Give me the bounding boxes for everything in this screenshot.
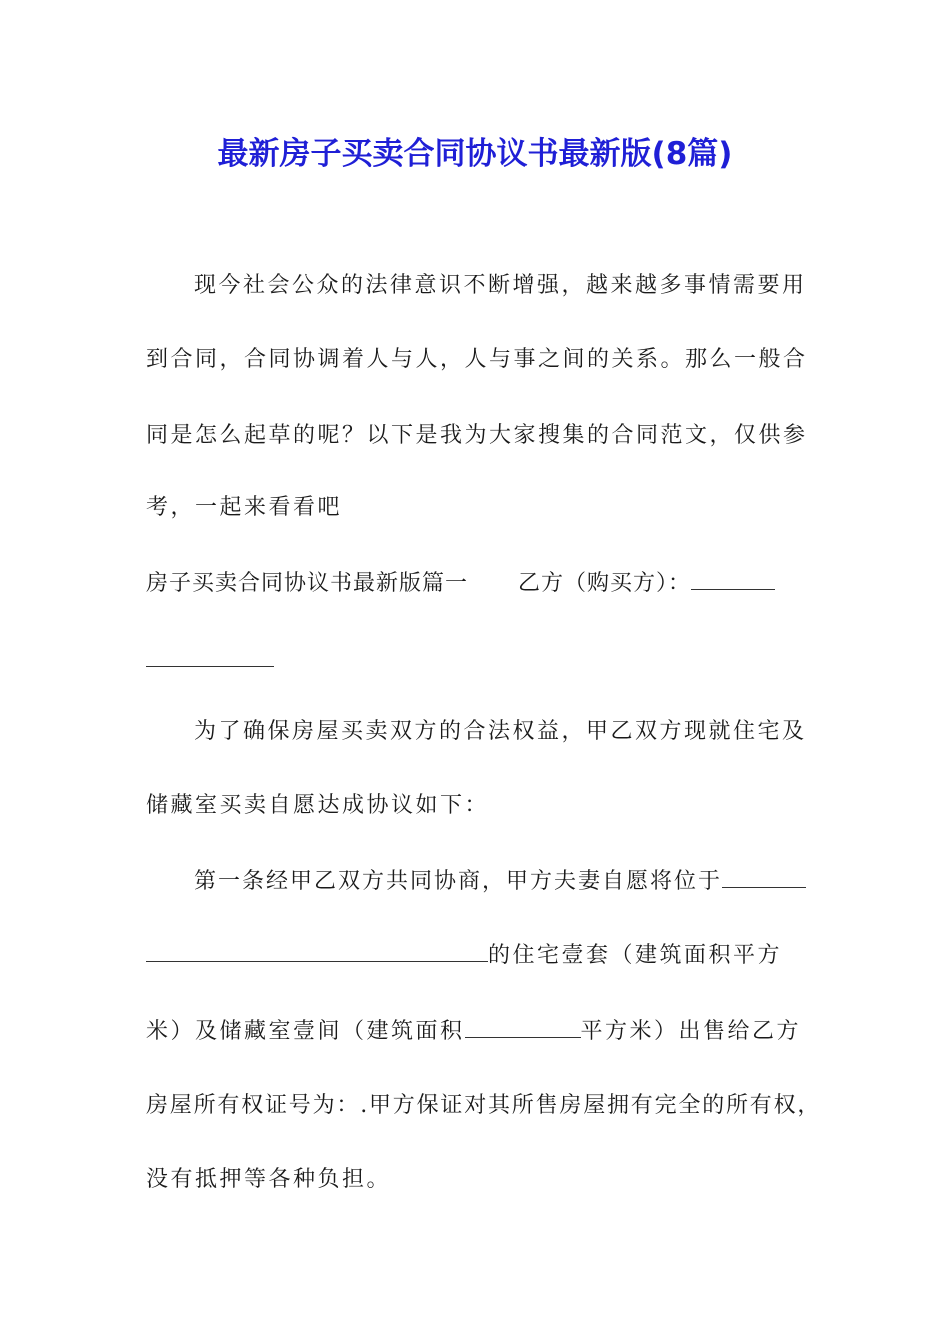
intro-line-3: 同是怎么起草的呢？以下是我为大家搜集的合同范文，仅供参 — [146, 423, 808, 448]
article1-line-5: 没有抵押等各种负担。 — [146, 1167, 392, 1192]
article1-line-3 — [146, 1016, 806, 1048]
storage-area-blank — [465, 1017, 581, 1038]
location-blank-continued — [146, 941, 488, 962]
document-title: 最新房子买卖合同协议书最新版(8篇) — [217, 136, 733, 172]
intro-line-1: 现今社会公众的法律意识不断增强，越来越多事情需要用 — [194, 273, 807, 298]
article1-text-3a: 米）及储藏室壹间（建筑面积 — [146, 1019, 465, 1044]
article1-text-1: 第一条经甲乙双方共同协商，甲方夫妻自愿将位于 — [194, 869, 723, 894]
section-heading: 房子买卖合同协议书最新版篇一 — [146, 571, 469, 596]
article1-line-2 — [146, 940, 806, 972]
purpose-line-1: 为了确保房屋买卖双方的合法权益，甲乙双方现就住宅及 — [194, 719, 807, 744]
section-heading-line — [146, 568, 806, 600]
party-b-blank — [691, 569, 775, 590]
article1-text-3b: 平方米）出售给乙方 — [580, 1019, 802, 1044]
article1-line-4: 房屋所有权证号为：.甲方保证对其所售房屋拥有完全的所有权， — [146, 1093, 822, 1118]
party-b-label: 乙方（购买方）： — [518, 571, 692, 596]
article1-line-1 — [194, 866, 806, 898]
party-b-blank-continued — [146, 666, 274, 667]
purpose-line-2: 储藏室买卖自愿达成协议如下： — [146, 793, 490, 818]
intro-line-2: 到合同，合同协调着人与人，人与事之间的关系。那么一般合 — [146, 347, 808, 372]
article1-text-2: 的住宅壹套（建筑面积平方 — [488, 943, 783, 968]
intro-line-4: 考，一起来看看吧 — [146, 495, 343, 520]
location-blank — [722, 867, 806, 888]
